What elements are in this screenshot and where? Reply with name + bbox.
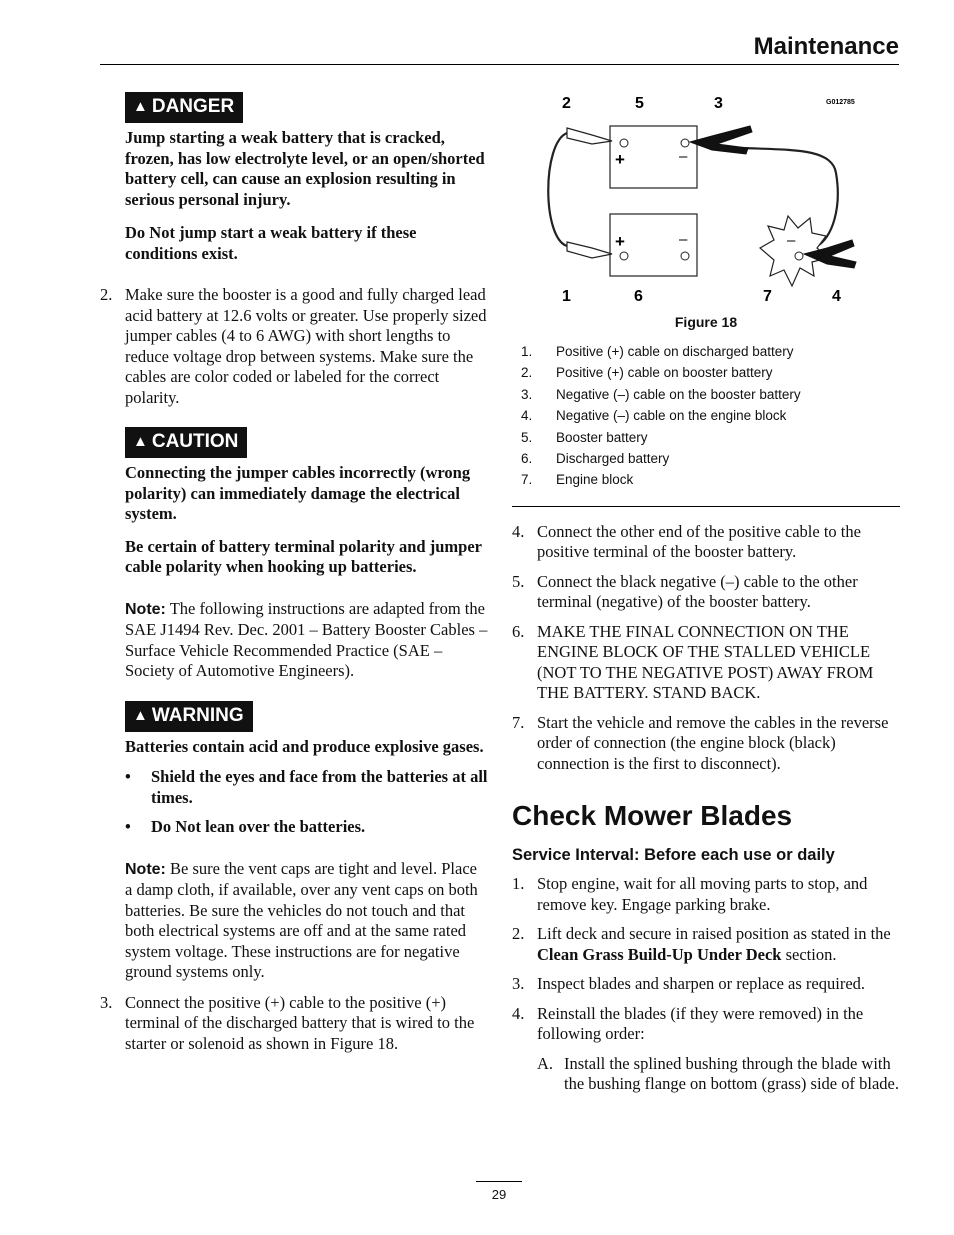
callout-3: 3 [714, 95, 723, 112]
blade-step-4: 4. Reinstall the blades (if they were removed) in the following order: [512, 1003, 864, 1044]
figure-legend [512, 344, 900, 494]
legend-item: 4. Negative (–) cable on the engine block [521, 408, 787, 424]
page-number: 29 [491, 1187, 507, 1202]
legend-item: 1. Positive (+) cable on discharged battery [521, 344, 794, 359]
step-7: 7. Start the vehicle and remove the cables in the reverse order of connection (the engine block (black) connection is the first to disconnect). [512, 712, 889, 773]
positive-clamp-discharged [567, 242, 612, 258]
warning-message [125, 737, 488, 838]
warning-text: Batteries contain acid and produce explosive gases. [125, 736, 484, 756]
discharged-negative-terminal [681, 252, 689, 260]
danger-text: Jump starting a weak battery that is cracked, frozen, has low electrolyte level, or an open/shorted battery cell, can cause an explosion resulting in serious personal injury. [125, 128, 485, 209]
warning-triangle-icon: ▲ [133, 706, 148, 724]
jump-start-illustration [512, 88, 900, 318]
callout-1: 1 [562, 288, 571, 305]
footer-divider [476, 1181, 522, 1182]
engine-ground-point [795, 252, 803, 260]
engine-minus-sign: – [787, 232, 796, 249]
legend-item: 2. Positive (+) cable on booster battery [521, 365, 773, 381]
booster-negative-terminal [681, 139, 689, 147]
discharged-plus-sign: + [615, 232, 625, 251]
warning-bullet: • Do Not lean over the batteries. [125, 817, 366, 836]
page-section-title: Maintenance [753, 33, 899, 60]
legend-item: 6. Discharged battery [521, 450, 670, 466]
positive-cable [548, 133, 567, 246]
danger-instruction: Do Not jump start a weak battery if these conditions exist. [125, 223, 417, 263]
danger-message [125, 128, 488, 264]
booster-positive-terminal [620, 139, 628, 147]
legend-item: 5. Booster battery [521, 429, 648, 445]
step-2: 2. Make sure the booster is a good and fully charged lead acid battery at 12.6 volts or greater. Use properly sized jumper cables (4 to 6 AWG) with short lengths to reduce voltage drop between systems. Make sure the cables are color coded or labeled for the correct polarity. [100, 285, 487, 407]
warning-triangle-icon: ▲ [133, 433, 148, 450]
right-column [512, 88, 900, 1095]
caution-text: Connecting the jumper cables incorrectly (wrong polarity) can immediately damage the electrical system. [125, 463, 471, 523]
warning-triangle-icon: ▲ [133, 98, 148, 115]
figure-id-code: G012785 [826, 99, 855, 106]
warning-bullet: • Shield the eyes and face from the batteries at all times. [125, 767, 488, 807]
callout-4: 4 [832, 288, 841, 305]
header-divider [100, 64, 899, 65]
left-column [100, 92, 488, 1054]
figure-divider [512, 506, 900, 507]
blade-step-3: 3. Inspect blades and sharpen or replace as required. [512, 974, 866, 994]
callout-2: 2 [562, 95, 571, 112]
legend-item: 3. Negative (–) cable on the booster battery [521, 386, 801, 402]
step-5: 5. Connect the black negative (–) cable to the other terminal (negative) of the booster battery. [512, 571, 858, 612]
callout-6: 6 [634, 288, 643, 305]
discharged-minus-sign: – [679, 231, 688, 248]
step-4: 4. Connect the other end of the positive cable to the positive terminal of the booster battery. [512, 521, 861, 562]
negative-clamp-booster [690, 126, 752, 154]
danger-signal-word: ▲ DANGER [125, 92, 243, 123]
note-1: Note: The following instructions are adapted from the SAE J1494 Rev. Dec. 2001 – Battery Booster Cables – Surface Vehicle Recommended Practice (SAE – Society of Automotive Engineers). [125, 598, 488, 680]
service-interval: Service Interval: Before each use or daily [512, 846, 835, 865]
blade-step-1: 1. Stop engine, wait for all moving parts to stop, and remove key. Engage parking brake. [512, 874, 868, 914]
callout-5: 5 [635, 95, 644, 112]
jump-start-diagram [512, 88, 900, 328]
warning-signal-word: ▲ WARNING [125, 701, 253, 732]
step-6: 6. MAKE THE FINAL CONNECTION ON THE ENGINE BLOCK OF THE STALLED VEHICLE (NOT TO THE NEGATIVE POST) AWAY FROM THE BATTERY. STAND BACK. [512, 621, 874, 703]
positive-clamp-booster [567, 128, 612, 144]
callout-7: 7 [763, 288, 772, 305]
section-heading: Check Mower Blades [512, 800, 793, 832]
discharged-positive-terminal [620, 252, 628, 260]
caution-signal-word: ▲ CAUTION [125, 427, 247, 458]
note-2: Note: Be sure the vent caps are tight and level. Place a damp cloth, if available, over any vent caps on both batteries. Be sure the vehicles do not touch and that both electrical systems are off and at the same rated system voltage. These instructions are for negative ground systems only. [125, 858, 478, 981]
caution-instruction: Be certain of battery terminal polarity and jumper cable polarity when hooking up batteries. [125, 536, 482, 576]
caution-message [125, 463, 488, 578]
legend-item: 7. Engine block [521, 472, 634, 488]
section-reference: Clean Grass Build-Up Under Deck [537, 944, 782, 964]
booster-plus-sign: + [615, 150, 625, 169]
blade-substep-a: A. Install the splined bushing through the blade with the bushing flange on bottom (grass) side of blade. [537, 1053, 899, 1094]
figure-caption: Figure 18 [674, 314, 738, 330]
step-3: 3. Connect the positive (+) cable to the positive (+) terminal of the discharged battery that is wired to the starter or solenoid as shown in Figure 18. [100, 992, 475, 1053]
booster-minus-sign: – [679, 148, 688, 165]
blade-step-2: 2. Lift deck and secure in raised position as stated in the Clean Grass Build-Up Under Deck section. [512, 924, 891, 964]
